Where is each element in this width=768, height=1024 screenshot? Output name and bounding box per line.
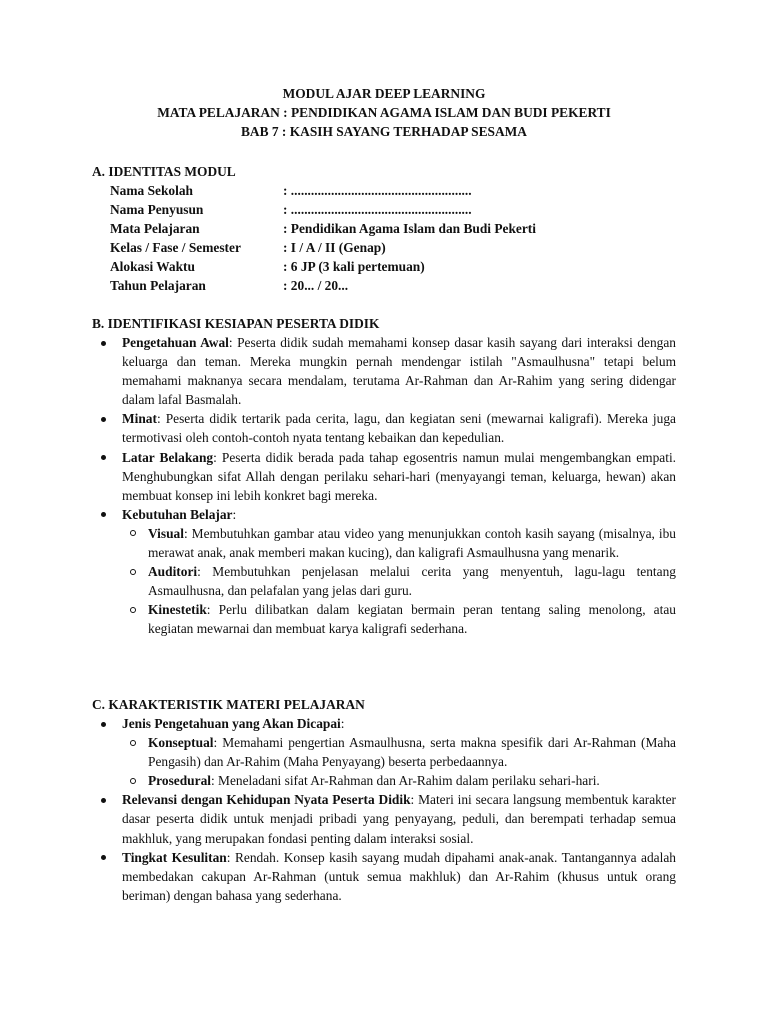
sub-item-term: Konseptual — [148, 735, 214, 751]
knowledge-type-list — [122, 733, 676, 790]
identity-value: : ...................................................... — [283, 183, 472, 198]
item-text: : — [340, 716, 345, 731]
sub-list-item — [122, 562, 676, 600]
list-item — [86, 505, 676, 639]
item-text: : — [232, 506, 237, 522]
identity-value: : I / A / II (Genap) — [283, 240, 386, 256]
identity-label: Nama Penyusun — [110, 202, 204, 218]
item-term: Minat — [122, 411, 157, 427]
identity-value: : Pendidikan Agama Islam dan Budi Pekerti — [283, 221, 536, 237]
document-header — [0, 84, 768, 141]
sub-item-text: : Meneladani sifat Ar-Rahman dan Ar-Rahim dalam perilaku sehari-hari. — [210, 773, 600, 789]
item-text: : Rendah. Konsep kasih sayang mudah dipahami anak-anak. Tantangannya adalah membedakan cakupan Ar-Rahman (untuk semua makhluk) dan Ar-Rahim (khusus untuk orang beriman) dengan bahasa yang sederhana. — [122, 849, 676, 903]
section-b-title: B. IDENTIFIKASI KESIAPAN PESERTA DIDIK — [92, 316, 380, 331]
sub-list-item — [122, 733, 676, 771]
identity-label: Mata Pelajaran — [110, 221, 200, 237]
section-c-content — [86, 714, 676, 905]
module-title: MODUL AJAR DEEP LEARNING — [282, 86, 486, 101]
section-c-title: C. KARAKTERISTIK MATERI PELAJARAN — [92, 697, 365, 712]
sub-item-text: : Membutuhkan penjelasan melalui cerita yang menyentuh, lagu-lagu tentang Asmaulhusna, dan pelafalan yang jelas dari guru. — [148, 564, 676, 599]
identity-table — [110, 181, 680, 296]
readiness-list — [86, 333, 676, 639]
characteristics-list — [86, 714, 676, 905]
sub-item-term: Visual — [148, 525, 184, 541]
identity-row — [110, 200, 680, 219]
item-text: : Materi ini secara langsung membentuk karakter dasar peserta didik untuk menjadi pribadi yang penyayang, peduli, dan berempati terhadap semua makhluk, yang merupakan fondasi penting dalam interaksi sosial. — [122, 792, 676, 846]
item-text: : Peserta didik tertarik pada cerita, lagu, dan kegiatan seni (mewarnai kaligrafi). Mereka juga termotivasi oleh contoh-contoh nyata tentang kebaikan dan kepedulian. — [122, 411, 676, 446]
list-item — [86, 409, 676, 447]
sub-item-text: : Membutuhkan gambar atau video yang menunjukkan contoh kasih sayang (misalnya, ibu merawat anak, anak memberi makan kucing), dan kaligrafi Asmaulhusna yang menarik. — [148, 525, 676, 561]
identity-row — [110, 219, 680, 238]
sub-list-item — [122, 524, 676, 562]
item-text: : Peserta didik sudah memahami konsep dasar kasih sayang dari interaksi dengan keluarga dan teman. Mereka mungkin pernah mendengar istilah "Asmaulhusna" tetapi belum memahami maknanya secara mendalam, terutama Ar-Rahman dan Ar-Rahim yang sering didengar dalam lafal Basmalah. — [122, 335, 676, 408]
learning-needs-list — [122, 524, 676, 639]
identity-label: Nama Sekolah — [110, 183, 193, 198]
sub-item-term: Prosedural — [148, 773, 211, 789]
identity-value: : ...................................................... — [283, 202, 472, 218]
sub-item-term: Kinestetik — [148, 602, 207, 618]
list-item — [86, 790, 676, 847]
list-item — [86, 448, 676, 505]
item-term: Relevansi dengan Kehidupan Nyata Peserta Didik — [122, 792, 411, 808]
sub-list-item — [122, 600, 676, 638]
chapter-title: BAB 7 : KASIH SAYANG TERHADAP SESAMA — [241, 124, 527, 139]
sub-list-item — [122, 771, 676, 790]
item-term: Jenis Pengetahuan yang Akan Dicapai — [122, 716, 341, 731]
list-item — [86, 333, 676, 409]
section-a-title: A. IDENTITAS MODUL — [92, 164, 236, 179]
identity-label: Tahun Pelajaran — [110, 278, 206, 294]
list-item — [86, 714, 676, 790]
identity-row — [110, 181, 680, 200]
subject-title: MATA PELAJARAN : PENDIDIKAN AGAMA ISLAM DAN BUDI PEKERTI — [157, 105, 611, 120]
item-term: Tingkat Kesulitan — [122, 849, 227, 865]
section-b-content — [86, 333, 676, 639]
item-text: : Peserta didik berada pada tahap egosentris namun mulai mengembangkan empati. Menghubungkan sifat Allah dengan perilaku sehari-hari (menyayangi teman, keluarga, hewan) akan membuat konsep ini lebih konkret bagi mereka. — [122, 449, 677, 503]
item-term: Latar Belakang — [122, 449, 214, 465]
item-term: Pengetahuan Awal — [122, 335, 229, 350]
identity-row — [110, 257, 680, 276]
list-item — [86, 848, 676, 905]
identity-label: Kelas / Fase / Semester — [110, 240, 241, 256]
identity-value: : 6 JP (3 kali pertemuan) — [283, 259, 425, 275]
identity-row — [110, 238, 680, 257]
identity-value: : 20... / 20... — [283, 278, 349, 294]
sub-item-text: : Perlu dilibatkan dalam kegiatan bermain peran tentang saling menolong, atau kegiatan mewarnai dan membuat karya kaligrafi sederhana. — [148, 602, 676, 637]
sub-item-term: Auditori — [148, 564, 198, 580]
identity-label: Alokasi Waktu — [110, 259, 195, 275]
item-term: Kebutuhan Belajar — [122, 506, 233, 522]
sub-item-text: : Memahami pengertian Asmaulhusna, serta makna spesifik dari Ar-Rahman (Maha Pengasih) dan Ar-Rahim (Maha Penyayang) beserta perbedaannya. — [148, 735, 676, 770]
identity-row — [110, 276, 680, 295]
